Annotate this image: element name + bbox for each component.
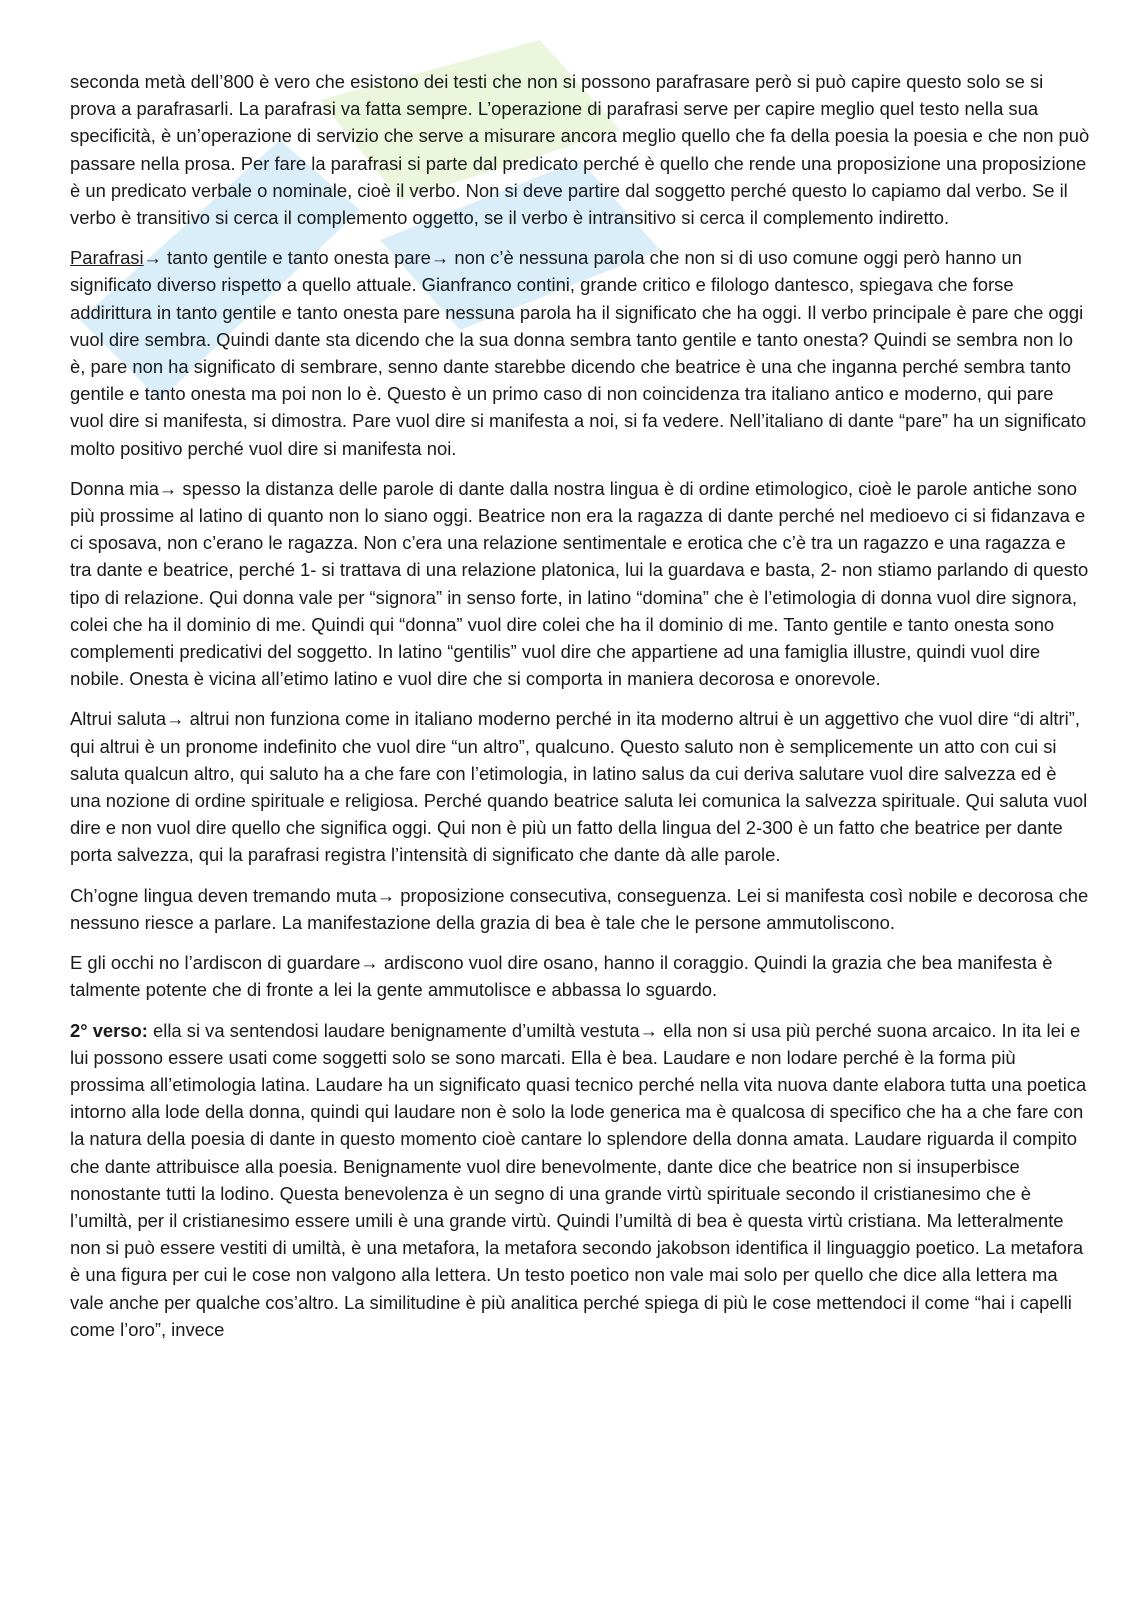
paragraph-text: Donna mia→ spesso la distanza delle parole di dante dalla nostra lingua è di ordine etimologico, cioè le parole antiche sono più prossime al latino di quanto non lo siano oggi. Beatrice non era la ragazza di dante perché nel medioevo ci si fidanzava e ci sposava, non c’erano le ragazza. Non c’era una relazione sentimentale e erotica che c’è tra un ragazzo e una ragazza e tra dante e beatrice, perché 1- si trattava di una relazione platonica, lui la guardava e basta, 2- non stiamo parlando di questo tipo di relazione. Qui donna vale per “signora” in senso forte, in latino “domina” che è l’etimologia di donna vuol dire signora, colei che ha il dominio di me. Quindi qui “donna” vuol dire colei che ha il dominio di me. Tanto gentile e tanto onesta sono complementi predicativi del soggetto. In latino “gentilis” vuol dire che appartiene ad una famiglia illustre, quindi vuol dire nobile. Onesta è vicina all’etimo latino e vuol dire che si comporta in maniera decorosa e onorevole. bbox=[70, 477, 1089, 690]
paragraph-parafrasi bbox=[70, 244, 1090, 462]
paragraph-text: seconda metà dell’800 è vero che esistono dei testi che non si possono parafrasare però si può capire questo solo se si prova a parafrasarli. La parafrasi va fatta sempre. L’operazione di parafrasi serve per capire meglio quel testo nella sua specificità, è un’operazione di servizio che serve a misurare ancora meglio quello che fa della poesia la poesia e che non può passare nella prosa. Per fare la parafrasi si parte dal predicato perché è quello che rende una proposizione una proposizione è un predicato verbale o nominale, cioè il verbo. Non si deve partire dal soggetto perché questo lo capiamo dal verbo. Se il verbo è transitivo si cerca il complemento oggetto, se il verbo è intransitivo si cerca il complemento indiretto. bbox=[70, 71, 1090, 229]
paragraph-text: ella si va sentendosi laudare benignamente d’umiltà vestuta→ ella non si usa più perché suona arcaico. In ita lei e lui possono essere usati come soggetti solo se sono marcati. Ella è bea. Laudare e non lodare perché è la forma più prossima all’etimologia latina. Laudare ha un significato quasi tecnico perché nella vita nuova dante elabora tutta una poetica intorno alla lode della donna, quindi qui laudare non è solo la lode generica ma è qualcosa di specifico che ha a che fare con la natura della poesia di dante in questo momento cioè cantare lo splendore della donna amata. Laudare riguarda il compito che dante attribuisce alla poesia. Benignamente vuol dire benevolmente, dante dice che beatrice non si insuperbisce nonostante tutti la lodino. Questa benevolenza è un segno di una grande virtù spirituale secondo il cristianesimo che è l’umiltà, per il cristianesimo essere umili è una grande virtù. Quindi l’umiltà di bea è questa virtù cristiana. Ma letteralmente non si può essere vestiti di umiltà, è una metafora, la metafora secondo jakobson identifica il linguaggio poetico. La metafora è una figura per cui le cose non valgono alla lettera. Un testo poetico non vale mai solo per quello che dice alla lettera ma vale anche per qualche cos’altro. La similitudine è più analitica perché spiega di più le cose mettendoci il come “hai i capelli come l’oro”, invece bbox=[70, 1019, 1087, 1340]
paragraph-intro bbox=[70, 68, 1090, 231]
paragraph-lead-underlined: Parafrasi bbox=[70, 247, 144, 269]
paragraph-text: Altrui saluta→ altrui non funziona come in italiano moderno perché in ita moderno altrui è un aggettivo che vuol dire “di altri”, qui altrui è un pronome indefinito che vuol dire “un altro”, qualcuno. Questo saluto non è semplicemente un atto con cui si saluta qualcun altro, qui saluto ha a che fare con l’etimologia, in latino salus da cui deriva salutare vuol dire salvezza ed è una nozione di ordine spirituale e religiosa. Perché quando beatrice saluta lei comunica la salvezza spirituale. Qui saluta vuol dire e non vuol dire quello che significa oggi. Qui non è più un fatto della lingua del 2-300 è un fatto che beatrice per dante porta salvezza, qui la parafrasi registra l’intensità di significato che dante dà alle parole. bbox=[70, 708, 1088, 866]
paragraph-donna-mia bbox=[70, 475, 1090, 693]
paragraph-secondo-verso bbox=[70, 1017, 1090, 1343]
paragraph-text: E gli occhi no l’ardiscon di guardare→ ardiscono vuol dire osano, hanno il coraggio. Quindi la grazia che bea manifesta è talmente potente che di fronte a lei la gente ammutolisce e abbassa lo sguardo. bbox=[70, 952, 1053, 1001]
paragraph-ogne-lingua bbox=[70, 882, 1090, 936]
paragraph-occhi bbox=[70, 949, 1090, 1003]
paragraph-lead-bold: 2° verso: bbox=[70, 1019, 148, 1041]
paragraph-altrui-saluta bbox=[70, 705, 1090, 868]
paragraph-text: → tanto gentile e tanto onesta pare→ non c’è nessuna parola che non si di uso comune oggi però hanno un significato diverso rispetto a quello attuale. Gianfranco contini, grande critico e filologo dantesco, spiegava che forse addirittura in tanto gentile e tanto onesta pare nessuna parola ha il significato che ha oggi. Il verbo principale è pare che oggi vuol dire sembra. Quindi dante sta dicendo che la sua donna sembra tanto gentile e tanto onesta? Quindi se sembra non lo è, pare non ha significato di sembrare, senno dante starebbe dicendo che beatrice è una che inganna perché sembra tanto gentile e tanto onesta ma poi non lo è. Questo è un primo caso di non coincidenza tra italiano antico e moderno, qui pare vuol dire si manifesta, si dimostra. Pare vuol dire si manifesta a noi, si fa vedere. Nell’italiano di dante “pare” ha un significato molto positivo perché vuol dire si manifesta noi. bbox=[70, 247, 1087, 459]
document-body bbox=[70, 68, 1090, 1356]
paragraph-text: Ch’ogne lingua deven tremando muta→ proposizione consecutiva, conseguenza. Lei si manifesta così nobile e decorosa che nessuno riesce a parlare. La manifestazione della grazia di bea è tale che le persone ammutoliscono. bbox=[70, 884, 1089, 933]
